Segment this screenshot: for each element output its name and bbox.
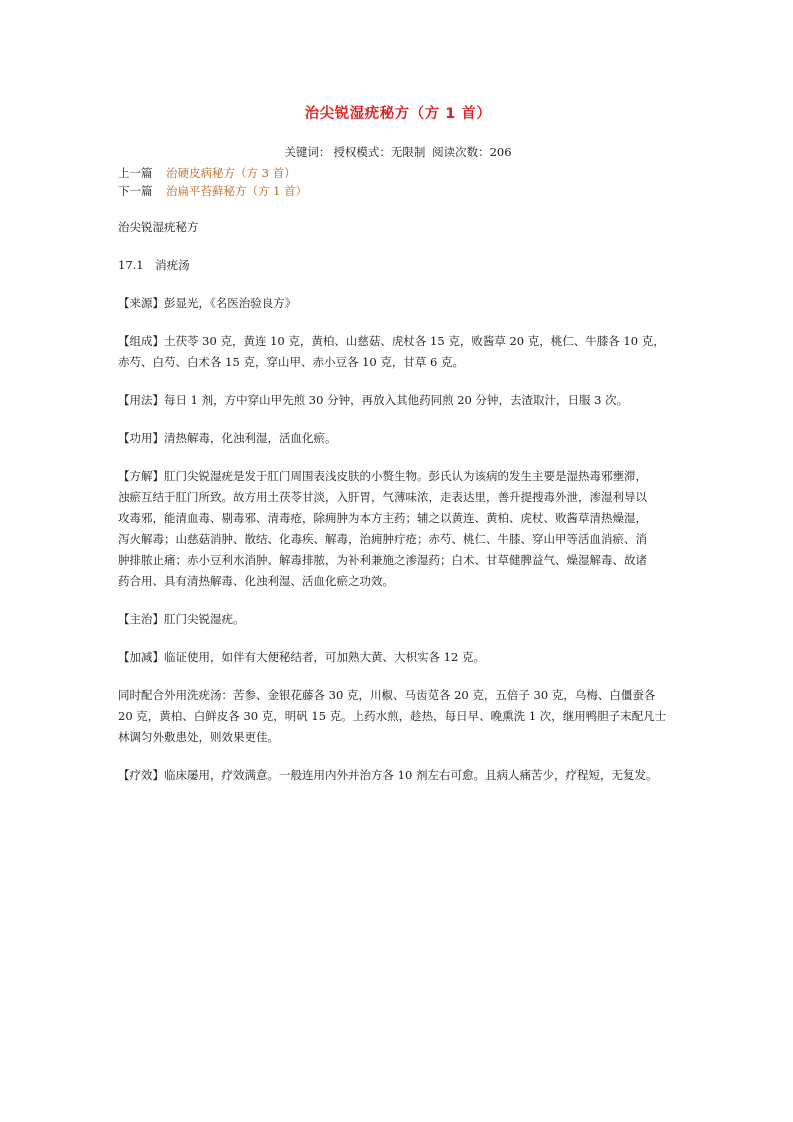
indication-paragraph: 【主治】肛门尖锐湿疣。: [118, 612, 245, 626]
source-paragraph: 【来源】彭显光，《名医治验良方》: [118, 296, 297, 310]
external-wash-line: 同时配合外用洗疣汤：苦参、金银花藤各 30 克，川椒、马齿苋各 20 克，五倍子 30 克，乌梅、白僵蚕各: [118, 688, 656, 702]
external-wash-paragraph: [118, 685, 678, 748]
composition-line: 【组成】土茯苓 30 克，黄连 10 克，黄柏、山慈菇、虎杖各 15 克，败酱草 20 克，桃仁、牛膝各 10 克，: [118, 334, 665, 348]
page-title: 治尖锐湿疣秘方（方 1 首）: [304, 106, 492, 122]
explanation-line: 肿排脓止痛；赤小豆利水消肿、解毒排脓，为补利兼施之渗湿药；白术、甘草健脾益气、燥湿解毒、故诸: [118, 553, 647, 567]
modification-paragraph: 【加减】临证使用，如伴有大便秘结者，可加熟大黄、大枳实各 12 克。: [118, 650, 485, 664]
next-article-label: 下一篇: [118, 184, 153, 198]
external-wash-line: 20 克，黄柏、白鲜皮各 30 克，明矾 15 克。上药水煎，趁热，每日早、晚熏洗 1 次，继用鸭胆子末配凡士: [118, 709, 667, 723]
subtitle: 治尖锐湿疣秘方: [118, 220, 199, 234]
prev-article-row: [118, 164, 678, 182]
license-info: 授权模式：无限制: [333, 145, 426, 159]
section-heading: 17.1 消疣汤: [118, 258, 190, 272]
function-paragraph: 【功用】清热解毒，化浊利湿，活血化瘀。: [118, 431, 337, 445]
composition-paragraph: [118, 331, 678, 373]
explanation-line: 浊瘀互结于肛门所致。故方用土茯苓甘淡，入肝胃，气薄味浓，走表达里，善升提搜毒外泄，渗湿利导以: [118, 490, 647, 504]
composition-line: 赤芍、白芍、白术各 15 克，穿山甲、赤小豆各 10 克，甘草 6 克。: [118, 355, 465, 369]
read-count: 阅读次数：206: [432, 145, 512, 159]
next-article-link[interactable]: 治扁平苔藓秘方（方 1 首）: [166, 184, 308, 198]
meta-line: [118, 144, 678, 160]
keywords-label: 关键词：: [284, 145, 331, 159]
explanation-line: 泻火解毒；山慈菇消肿、散结、化毒疾、解毒，治痈肿疔疮；赤芍、桃仁、牛膝、穿山甲等活血消瘀、消: [118, 532, 647, 546]
external-wash-line: 林调匀外敷患处，则效果更佳。: [118, 730, 279, 744]
explanation-paragraph: [118, 466, 678, 592]
prev-article-link[interactable]: 治硬皮病秘方（方 3 首）: [166, 166, 296, 180]
explanation-line: 攻毒邪，能清血毒、剔毒邪、清毒疮，除痈肿为本方主药；辅之以黄连、黄柏、虎杖、败酱草清热燥湿，: [118, 511, 647, 525]
prev-article-label: 上一篇: [118, 166, 153, 180]
efficacy-paragraph: 【疗效】临床屡用，疗效满意。一般连用内外并治方各 10 剂左右可愈。且病人痛苦少，疗程短，无复发。: [118, 768, 658, 782]
document-page: [118, 104, 678, 786]
explanation-line: 【方解】肛门尖锐湿疣是发于肛门周围表浅皮肤的小赘生物。彭氏认为该病的发生主要是湿热毒邪壅滞，: [118, 469, 647, 483]
explanation-line: 药合用、具有清热解毒、化浊利湿、活血化瘀之功效。: [118, 574, 394, 588]
usage-paragraph: 【用法】每日 1 剂，方中穿山甲先煎 30 分钟，再放入其他药同煎 20 分钟，去渣取汁，日服 3 次。: [118, 393, 629, 407]
next-article-row: [118, 182, 678, 200]
